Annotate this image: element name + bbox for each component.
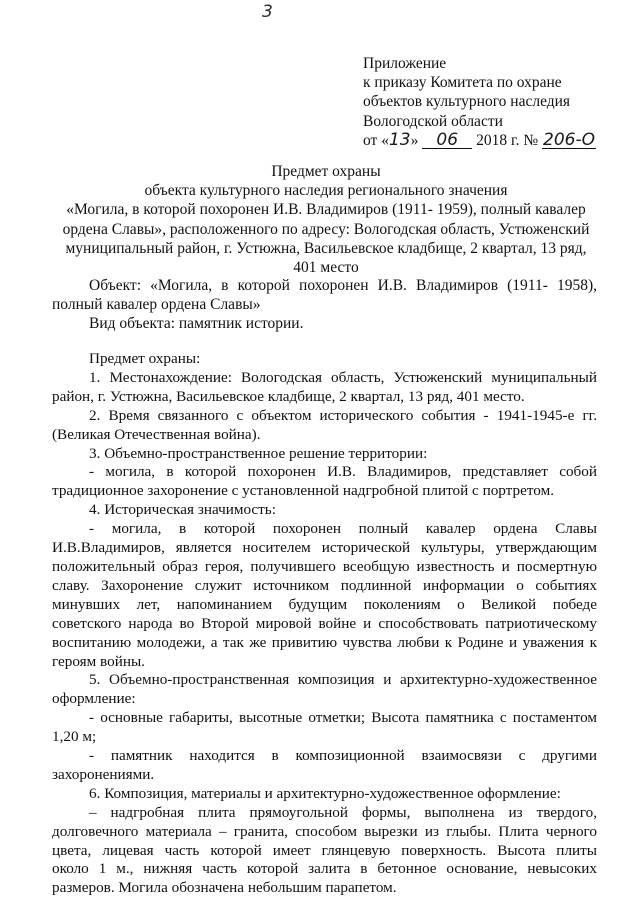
handwritten-month: 06 (422, 133, 472, 149)
page-number: 3 (262, 2, 273, 22)
body-line: - могила, в которой похоронен И.В. Владимиров, представляет собой (89, 463, 597, 481)
object-description (52, 276, 597, 334)
body-line: 3. Объемно-пространственное решение территории: (89, 444, 428, 462)
appendix-header (363, 54, 596, 150)
body-line: размеров. Могила обозначена небольшим парапетом. (52, 879, 397, 897)
body-line: (Великая Отечественная война). (52, 425, 261, 443)
handwritten-order-number: 206-О (543, 129, 595, 150)
body-line: - могила, в которой похоронен полный кавалер ордена Славы (89, 520, 597, 538)
body-line: воспитанию молодежи, а так же привитию чувства любви к Родине и уважения к (52, 633, 597, 651)
title-line: муниципальный район, г. Устюжна, Васильевское кладбище, 2 квартал, 13 ряд, (65, 239, 587, 257)
appendix-line: Вологодской области (363, 112, 503, 130)
appendix-line: к приказу Комитета по охране (363, 74, 562, 92)
section-heading: Предмет охраны: (89, 350, 201, 367)
body-line: героям войны. (52, 652, 145, 670)
body-line: положительный образ героя, получившего всеобщую известность и посмертную (52, 557, 597, 575)
date-year: 2018 г. № (476, 131, 539, 149)
body-line: И.В.Владимиров, является носителем исторической культуры, утверждающим (52, 539, 597, 557)
body-line: район, г. Устюжна, Васильевское кладбище, 2 квартал, 13 ряд, 401 место. (52, 387, 525, 405)
title-line: Предмет охраны (271, 163, 381, 180)
body-line: 5. Объемно-пространственная композиция и архитектурно-художественное (89, 671, 597, 689)
body-line: – надгробная плита прямоугольной формы, выполнена из твердого, (89, 803, 597, 821)
object-line: полный кавалер ордена Славы» (52, 296, 261, 314)
body-line: славу. Захоронение служит источником подлинной информации о событиях (52, 576, 597, 594)
body-line: 1,20 м; (52, 728, 97, 746)
body-line: 1. Местонахождение: Вологодская область, Устюженский муниципальный (89, 368, 597, 386)
object-line: Объект: «Могила, в которой похоронен И.В. Владимиров (1911- 1958), (89, 277, 597, 294)
body-line: - памятник находится в композиционной взаимосвязи с другими (89, 747, 597, 765)
body-line: минувших лет, напоминанием будущим поколениям о Великой победе (52, 595, 597, 613)
object-type-line: Вид объекта: памятник истории. (89, 315, 304, 333)
title-line: ордена Славы», расположенного по адресу: Вологодская область, Устюженский (62, 220, 590, 238)
body-line: цвета, лицевая часть которой имеет глянцевую поверхность. Высота плиты (52, 841, 597, 859)
body-line: 6. Композиция, материалы и архитектурно-художественное оформление: (89, 784, 561, 802)
body-line: около 1 м., нижняя часть которой залита в бетонное основание, невысоких (52, 860, 597, 878)
date-mid: » (410, 131, 419, 149)
body-line: советского народа во Второй мировой войне и способствовать патриотическому (52, 614, 597, 632)
body-line: захоронениями. (52, 765, 155, 783)
body-line: традиционное захоронение с установленной надгробной плитой с портретом. (52, 482, 554, 500)
title-line: «Могила, в которой похоронен И.В. Владимиров (1911- 1959), полный кавалер (66, 201, 586, 219)
handwritten-day: 13 (388, 129, 411, 150)
protection-subject-body (52, 350, 597, 898)
title-line: объекта культурного наследия регионального значения (144, 182, 508, 200)
order-date-line (363, 131, 596, 150)
title-line: 401 место (293, 259, 359, 277)
body-line: 4. Историческая значимость: (89, 501, 276, 519)
appendix-line: объектов культурного наследия (363, 93, 571, 111)
body-line: долговечного материала – гранита, способом вырезки из глыбы. Плита черного (52, 822, 597, 840)
document-title (52, 162, 600, 277)
body-line: 2. Время связанного с объектом исторического события - 1941-1945-е гг. (89, 406, 597, 424)
appendix-line: Приложение (363, 55, 447, 72)
body-line: - основные габариты, высотные отметки; Высота памятника с постаментом (89, 709, 597, 727)
date-prefix: от « (363, 131, 389, 149)
body-line: оформление: (52, 690, 136, 708)
